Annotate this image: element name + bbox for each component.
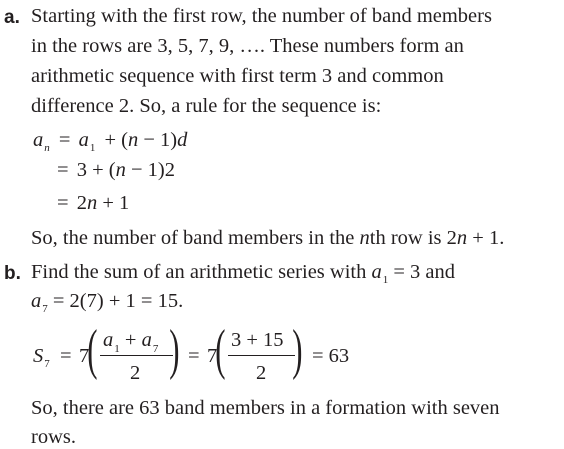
eq2-n: n (115, 159, 126, 181)
part-b-conclusion-line-1: So, there are 63 band members in a formation with seven (31, 397, 500, 419)
conclusion-a-n1: n (359, 227, 370, 249)
part-a-line-1: Starting with the first row, the number of band members (31, 5, 492, 27)
equation-substituted (57, 160, 175, 181)
eq2-part-1: 3 + ( (76, 159, 116, 181)
equation-simplified (57, 193, 129, 214)
eq1-lhs-sub: n (44, 142, 50, 154)
frac1-var-b: a (141, 329, 152, 351)
eq1-rhs-d: d (177, 129, 188, 151)
part-b-line-1-text: Find the sum of an arithmetic series with (31, 261, 372, 283)
formula-lparen-1: ( (87, 319, 98, 381)
conclusion-a-n2: n (456, 227, 468, 249)
fraction-2-denominator: 2 (256, 362, 267, 384)
formula-lhs-sub: 7 (44, 358, 50, 370)
fraction-1-numerator (103, 329, 159, 355)
conclusion-a-part-2: th row is 2 (369, 227, 457, 249)
eq1-equals: = (58, 129, 71, 151)
part-a-label: a. (4, 7, 20, 28)
part-a-line-2: in the rows are 3, 5, 7, 9, …. These numbers form an (31, 35, 464, 57)
formula-coef-2: 7 (207, 345, 218, 367)
part-b-line-2-var: a (31, 290, 42, 312)
frac1-var-a: a (103, 329, 114, 351)
formula-lparen-2: ( (215, 319, 226, 381)
fraction-2-bar (228, 355, 295, 356)
eq2-part-2: − 1)2 (125, 159, 175, 181)
eq1-rhs-n: n (127, 129, 139, 151)
formula-equals-1: = (60, 345, 72, 367)
part-b-conclusion-line-2: rows. (31, 426, 76, 448)
eq1-rhs-var: a (78, 129, 89, 151)
formula-lhs (33, 345, 50, 370)
eq3-equals: = (57, 192, 69, 214)
eq1-lhs-var: a (33, 129, 44, 151)
part-b-line-1-var: a (371, 261, 382, 283)
part-b-line-1-sub: 1 (382, 274, 389, 286)
formula-lhs-var: S (33, 345, 44, 367)
eq1-rhs-rest-2: − 1) (138, 129, 178, 151)
fraction-2-numerator: 3 + 15 (231, 329, 284, 351)
frac1-sub-b: 7 (152, 343, 159, 355)
part-b-line-2 (31, 290, 184, 315)
part-b-line-2-rest: = 2(7) + 1 = 15. (47, 290, 184, 312)
equation-general-term (33, 129, 188, 154)
formula-equals-2: = (188, 345, 200, 367)
part-a-line-3: arithmetic sequence with first term 3 and common (31, 65, 444, 87)
frac1-plus: + (119, 329, 142, 351)
part-b-label: b. (4, 263, 21, 284)
part-b-line-1-rest: = 3 and (388, 261, 456, 283)
fraction-1-bar (100, 355, 173, 356)
conclusion-a-part-3: + 1. (467, 227, 505, 249)
part-b-line-2-sub: 7 (42, 303, 48, 315)
formula-rparen-2: ) (292, 319, 303, 381)
eq3-n: n (86, 192, 98, 214)
fraction-1-denominator: 2 (130, 362, 141, 384)
conclusion-a-part-1: So, the number of band members in the (31, 227, 360, 249)
eq1-rhs-rest-1: + ( (104, 129, 128, 151)
eq3-part-2: + 1 (97, 192, 130, 214)
formula-rparen-1: ) (169, 319, 180, 381)
eq1-rhs-sub: 1 (89, 142, 96, 154)
part-b-line-1 (31, 261, 456, 286)
eq3-part-1: 2 (76, 192, 87, 214)
formula-coef-1: 7 (79, 345, 90, 367)
eq2-equals: = (57, 159, 69, 181)
formula-result: = 63 (312, 345, 350, 367)
frac1-sub-a: 1 (114, 343, 120, 355)
part-a-conclusion (31, 228, 504, 249)
part-a-line-4: difference 2. So, a rule for the sequence is: (31, 95, 382, 117)
